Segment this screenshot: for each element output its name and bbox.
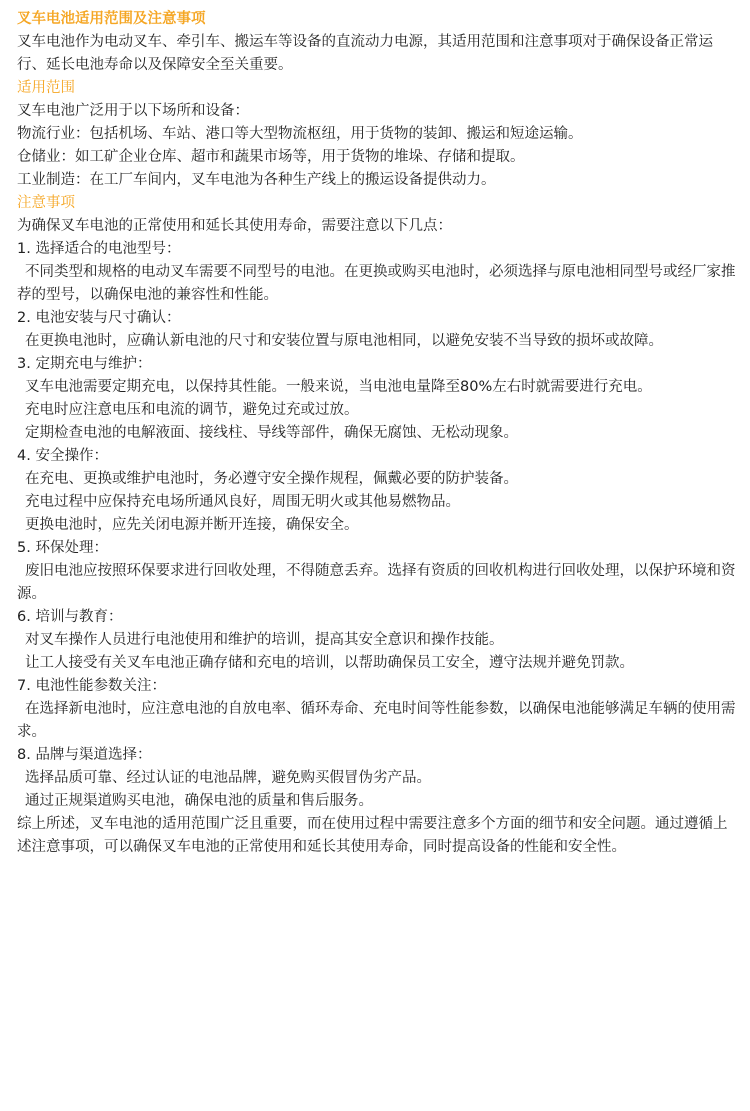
note-paragraph: 在充电、更换或维护电池时，务必遵守安全操作规程，佩戴必要的防护装备。 (25, 471, 518, 487)
page-title: 叉车电池适用范围及注意事项 (17, 11, 206, 27)
note-paragraph: 叉车电池需要定期充电，以保持其性能。一般来说，当电池电量降至80%左右时就需要进行充电。 (25, 379, 652, 395)
note-paragraph: 废旧电池应按照环保要求进行回收处理，不得随意丢弃。选择有资质的回收机构进行回收处理，以保护环境和资源。 (17, 563, 736, 602)
notes-lead: 为确保叉车电池的正常使用和延长其使用寿命，需要注意以下几点： (17, 218, 452, 234)
note-paragraph: 在更换电池时，应确认新电池的尺寸和安装位置与原电池相同，以避免安装不当导致的损坏或故障。 (25, 333, 663, 349)
scope-item: 仓储业：如工矿企业仓库、超市和蔬果市场等，用于货物的堆垛、存储和提取。 (17, 149, 525, 165)
note-title: 5. 环保处理： (17, 540, 108, 556)
note-paragraph: 更换电池时，应先关闭电源并断开连接，确保安全。 (25, 517, 359, 533)
note-title: 2. 电池安装与尺寸确认： (17, 310, 181, 326)
note-paragraph: 充电过程中应保持充电场所通风良好，周围无明火或其他易燃物品。 (25, 494, 460, 510)
note-paragraph: 选择品质可靠、经过认证的电池品牌，避免购买假冒伪劣产品。 (25, 770, 431, 786)
note-title: 4. 安全操作： (17, 448, 108, 464)
note-title: 1. 选择适合的电池型号： (17, 241, 181, 257)
note-title: 8. 品牌与渠道选择： (17, 747, 152, 763)
note-title: 3. 定期充电与维护： (17, 356, 152, 372)
scope-heading: 适用范围 (17, 80, 75, 96)
conclusion-paragraph: 综上所述，叉车电池的适用范围广泛且重要，而在使用过程中需要注意多个方面的细节和安全问题。通过遵循上述注意事项，可以确保叉车电池的正常使用和延长其使用寿命，同时提高设备的性能和安全性。 (17, 816, 728, 855)
note-paragraph: 在选择新电池时，应注意电池的自放电率、循环寿命、充电时间等性能参数，以确保电池能够满足车辆的使用需求。 (17, 701, 736, 740)
note-paragraph: 通过正规渠道购买电池，确保电池的质量和售后服务。 (25, 793, 373, 809)
note-paragraph: 对叉车操作人员进行电池使用和维护的培训，提高其安全意识和操作技能。 (25, 632, 504, 648)
intro-paragraph: 叉车电池作为电动叉车、牵引车、搬运车等设备的直流动力电源，其适用范围和注意事项对于确保设备正常运行、延长电池寿命以及保障安全至关重要。 (17, 34, 713, 73)
note-title: 6. 培训与教育： (17, 609, 123, 625)
scope-item: 物流行业：包括机场、车站、港口等大型物流枢纽，用于货物的装卸、搬运和短途运输。 (17, 126, 583, 142)
note-title: 7. 电池性能参数关注： (17, 678, 166, 694)
notes-heading: 注意事项 (17, 195, 75, 211)
note-paragraph: 让工人接受有关叉车电池正确存储和充电的培训，以帮助确保员工安全，遵守法规并避免罚款。 (25, 655, 634, 671)
scope-item: 工业制造：在工厂车间内，叉车电池为各种生产线上的搬运设备提供动力。 (17, 172, 496, 188)
note-paragraph: 充电时应注意电压和电流的调节，避免过充或过放。 (25, 402, 359, 418)
scope-lead: 叉车电池广泛用于以下场所和设备： (17, 103, 249, 119)
note-paragraph: 定期检查电池的电解液面、接线柱、导线等部件，确保无腐蚀、无松动现象。 (25, 425, 518, 441)
note-paragraph: 不同类型和规格的电动叉车需要不同型号的电池。在更换或购买电池时，必须选择与原电池相同型号或经厂家推荐的型号，以确保电池的兼容性和性能。 (17, 264, 736, 303)
